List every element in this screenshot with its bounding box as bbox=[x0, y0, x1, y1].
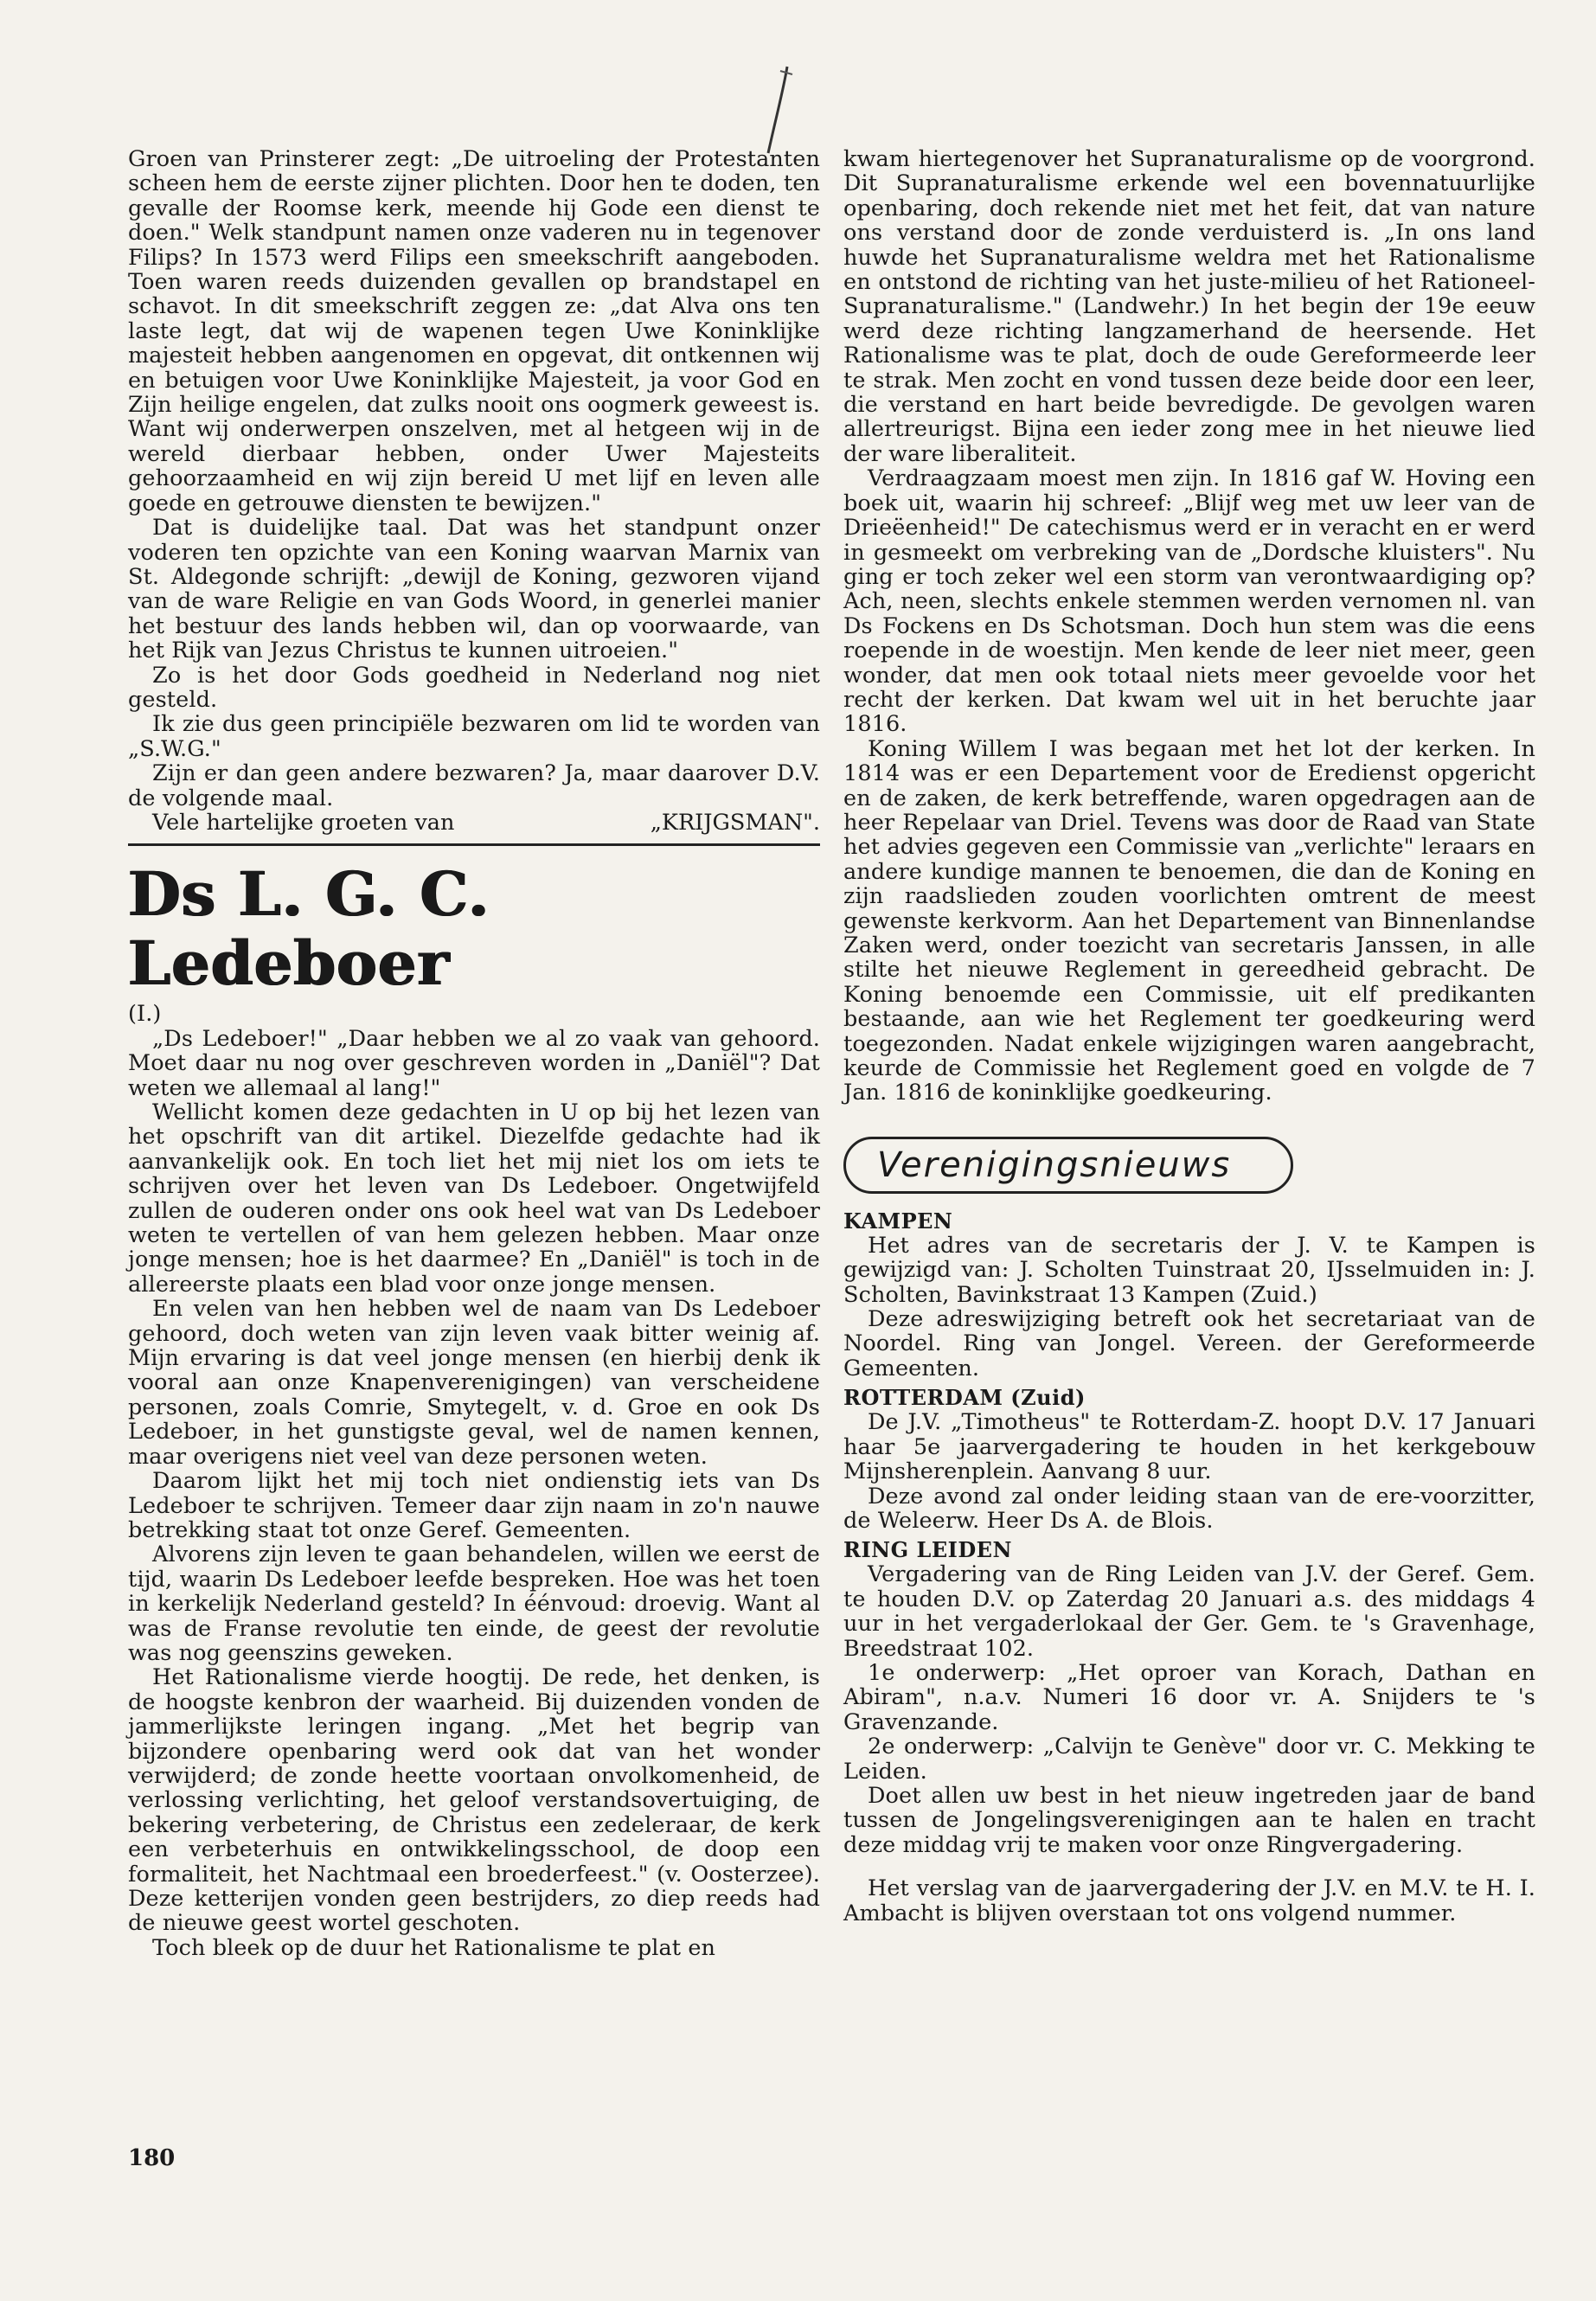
left-column bbox=[128, 147, 820, 1960]
paragraph: Daarom lijkt het mij toch niet ondienstig iets van Ds Ledeboer te schrijven. Temeer daar zijn naam in zo'n nauwe betrekking staat tot onze Geref. Gemeenten. bbox=[128, 1468, 820, 1543]
page-number: 180 bbox=[128, 2145, 176, 2171]
paragraph: Ik zie dus geen principiële bezwaren om lid te worden van „S.W.G." bbox=[128, 711, 820, 762]
paragraph: Koning Willem I was begaan met het lot der kerken. In 1814 was er een Departement voor de Eredienst opgericht en de zaken, de kerk betreffende, waren opgedragen aan de heer Repelaar van Driel. Tevens was door de Raad van State het advies gegeven een Commissie van „verlichte" leraars en andere kundige mannen te benoemen, die dan de Koning en zijn raadslieden zouden voorlichten omtrent de meest gewenste kerkvorm. Aan het Departement van Binnenlandse Zaken werd, onder toezicht van secretaris Janssen, in alle stilte het nieuwe Reglement in gereedheid gebracht. De Koning benoemde een Commissie, uit elf predikanten bestaande, aan wie het Reglement ter goedkeuring werd toegezonden. Nadat enkele wijzigingen waren aangebracht, keurde de Commissie het Reglement goed en volgde de 7 Jan. 1816 de koninklijke goedkeuring. bbox=[843, 735, 1535, 1106]
news-section-kampen bbox=[843, 1209, 1535, 1381]
right-column bbox=[843, 147, 1535, 1926]
spacer bbox=[843, 1857, 1535, 1876]
paragraph: Zijn er dan geen andere bezwaren? Ja, maar daarover D.V. de volgende maal. bbox=[128, 760, 820, 811]
paragraph: Deze adreswijziging betreft ook het secretariaat van de Noordel. Ring van Jongel. Vereen. der Gereformeerde Gemeenten. bbox=[843, 1306, 1535, 1381]
paragraph: 1e onderwerp: „Het oproer van Korach, Dathan en Abiram", n.a.v. Numeri 16 door vr. A. Snijders te 's Gravenzande. bbox=[843, 1659, 1535, 1735]
paragraph: Doet allen uw best in het nieuw ingetreden jaar de band tussen de Jongelingsverenigingen aan te halen en tracht deze middag vrij te maken voor onze Ringvergadering. bbox=[843, 1782, 1535, 1858]
paragraph: Het adres van de secretaris der J. V. te Kampen is gewijzigd van: J. Scholten Tuinstraat 20, IJsselmuiden in: J. Scholten, Bavinkstraat 13 Kampen (Zuid.) bbox=[843, 1232, 1535, 1308]
paragraph: „Ds Ledeboer!" „Daar hebben we al zo vaak van gehoord. Moet daar nu nog over geschreven worden in „Daniël"? Dat weten we allemaal al lang!" bbox=[128, 1025, 820, 1101]
paragraph: De J.V. „Timotheus" te Rotterdam-Z. hoopt D.V. 17 Januari haar 5e jaarvergadering te houden in het kerkgebouw Mijnsherenplein. Aanvang 8 uur. bbox=[843, 1409, 1535, 1485]
section-banner: Verenigingsnieuws bbox=[843, 1137, 1293, 1194]
paragraph: Verdraagzaam moest men zijn. In 1816 gaf W. Hoving een boek uit, waarin hij schreef: „Blijf weg met uw leer van de Drieëenheid!" De catechismus werd er in veracht en er werd in gesmeekt om verbreking van de „Dordsche kluisters". Nu ging er toch zeker wel een storm van verontwaardiging op? Ach, neen, slechts enkele stemmen werden vernomen nl. van Ds Fockens en Ds Schotsman. Doch hun stem was die eens roepende in de woestijn. Men kende de leer niet meer, geen wonder, dat men ook totaal niets meer gevoelde voor het recht der kerken. Dat kwam wel uit in het beruchte jaar 1816. bbox=[843, 465, 1535, 738]
paragraph: Groen van Prinsterer zegt: „De uitroeling der Protestanten scheen hem de eerste zijner plichten. Door hen te doden, ten gevalle der Roomse kerk, meende hij Gode een dienst te doen." Welk standpunt namen onze vaderen nu in tegenover Filips? In 1573 werd Filips een smeekschrift aangeboden. Toen waren reeds duizenden gevallen op brandstapel en schavot. In dit smeekschrift zeggen ze: „dat Alva ons ten laste legt, dat wij de wapenen tegen Uwe Koninklijke majesteit hebben aangenomen en opgevat, dit ontkennen wij en betuigen voor Uwe Koninklijke Majesteit, ja voor God en Zijn heilige engelen, dat zulks nooit ons oogmerk geweest is. Want wij onderwerpen onszelven, met al hetgeen wij in de wereld dierbaar hebben, onder Uwer Majesteits gehoorzaamheid en wij zijn bereid U met lijf en leven alle goede en getrouwe diensten te bewijzen." bbox=[128, 146, 820, 516]
news-section-ring-leiden bbox=[843, 1538, 1535, 1857]
paragraph: Alvorens zijn leven te gaan behandelen, willen we eerst de tijd, waarin Ds Ledeboer leefde bespreken. Hoe was het toen in kerkelijk Nederland gesteld? In éénvoud: droevig. Want al was de Franse revolutie ten einde, de geest der revolutie was nog geenszins geweken. bbox=[128, 1541, 820, 1666]
paragraph: Vergadering van de Ring Leiden van J.V. der Geref. Gem. te houden D.V. op Zaterdag 20 Januari a.s. des middags 4 uur in het vergaderlokaal der Ger. Gem. te 's Gravenhage, Breedstraat 102. bbox=[843, 1561, 1535, 1662]
paragraph: En velen van hen hebben wel de naam van Ds Ledeboer gehoord, doch weten van zijn leven vaak bitter weinig af. Mijn ervaring is dat veel jonge mensen (en hierbij denk ik vooral aan onze Knapenverenigingen) van verscheidene personen, zoals Comrie, Smytegelt, v. d. Groe en ook Ds Ledeboer, in het gunstigste geval, wel de namen kennen, maar overigens niet veel van deze personen weten. bbox=[128, 1296, 820, 1470]
signoff-greeting: Vele hartelijke groeten van bbox=[152, 809, 455, 836]
paragraph: kwam hiertegenover het Supranaturalisme op de voorgrond. Dit Supranaturalisme erkende wel een bovennatuurlijke openbaring, doch rekende niet met het feit, dat van nature ons verstand door de zonde verduisterd is. „In ons land huwde het Supranaturalisme weldra met het Rationalisme en ontstond de richting van het juste-milieu of het Rationeel-Supranaturalisme." (Landwehr.) In het begin der 19e eeuw werd deze richting langzamerhand de heersende. Het Rationalisme was te plat, doch de oude Gereformeerde leer te strak. Men zocht en vond tussen deze beide door een leer, die verstand en hart beide bevredigde. De gevolgen waren allertreurigst. Bijna een ieder zong mee in het nieuwe lied der ware liberaliteit. bbox=[843, 146, 1535, 467]
ink-mark bbox=[761, 62, 796, 157]
article-title: Ds L. G. C. Ledeboer bbox=[128, 858, 490, 1000]
news-section-rotterdam bbox=[843, 1386, 1535, 1533]
paragraph: Toch bleek op de duur het Rationalisme te plat en bbox=[152, 1934, 716, 1961]
paragraph: Het Rationalisme vierde hoogtij. De rede, het denken, is de hoogste kenbron der waarheid. Bij duizenden vonden de jammerlijkste leringen ingang. „Met het begrip van bijzondere openbaring werd ook dat van het wonder verwijderd; de zonde heette voortaan onvolkomenheid, de verlossing verlichting, het geloof verstandsovertuiging, de bekering verbetering, de Christus een zedeleraar, de kerk een verbeterhuis en ontwikkelingsschool, de doop een formaliteit, het Nachtmaal een broederfeest." (v. Oosterzee). Deze ketterijen vonden geen bestrijders, zo diep reeds had de nieuwe geest wortel geschoten. bbox=[128, 1664, 820, 1937]
section-heading: RING LEIDEN bbox=[843, 1537, 1012, 1563]
section-heading: KAMPEN bbox=[843, 1208, 953, 1234]
signoff bbox=[128, 811, 820, 835]
closing-note: Het verslag van de jaarvergadering der J.V. en M.V. te H. I. Ambacht is blijven overstaan tot ons volgend nummer. bbox=[843, 1875, 1535, 1926]
paragraph: 2e onderwerp: „Calvijn te Genève" door vr. C. Mekking te Leiden. bbox=[843, 1734, 1535, 1785]
signoff-name: „KRIJGSMAN". bbox=[650, 809, 820, 836]
article-part: (I.) bbox=[128, 1001, 162, 1028]
paragraph: Deze avond zal onder leiding staan van de ere-voorzitter, de Weleerw. Heer Ds A. de Blois. bbox=[843, 1483, 1535, 1534]
divider bbox=[128, 843, 820, 846]
paragraph: Zo is het door Gods goedheid in Nederland nog niet gesteld. bbox=[128, 662, 820, 713]
section-heading: ROTTERDAM (Zuid) bbox=[843, 1385, 1086, 1411]
paragraph: Dat is duidelijke taal. Dat was het standpunt onzer voderen ten opzichte van een Koning waarvan Marnix van St. Aldegonde schrijft: „dewijl de Koning, gezworen vijand van de ware Religie en van Gods Woord, in generlei manier het bestuur des lands hebben wil, dan op voorwaarde, van het Rijk van Jezus Christus te kunnen uitroeien." bbox=[128, 515, 820, 664]
paragraph: Wellicht komen deze gedachten in U op bij het lezen van het opschrift van dit artikel. Diezelfde gedachte had ik aanvankelijk ook. En toch liet het mij niet los om iets te schrijven over het leven van Ds Ledeboer. Ongetwijfeld zullen de ouderen onder ons ook heel wat van Ds Ledeboer weten te vertellen of van hem gelezen hebben. Maar onze jonge mensen; hoe is het daarmee? En „Daniël" is toch in de allereerste plaats een blad voor onze jonge mensen. bbox=[128, 1099, 820, 1298]
